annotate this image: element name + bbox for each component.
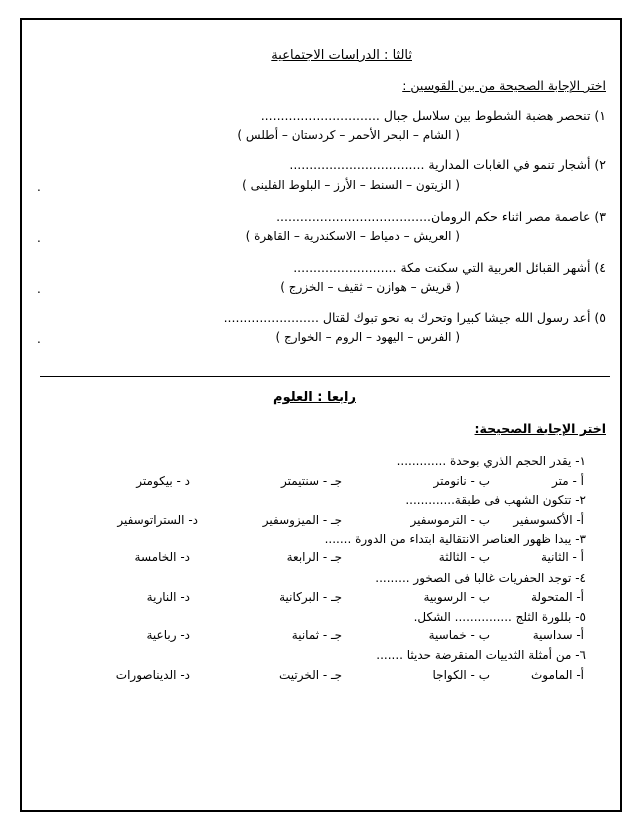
choice-c: جـ - ثمانية <box>291 628 342 642</box>
social-options-4: ( قريش – هوازن – ثقيف – الخزرج ) <box>280 280 460 294</box>
exam-page <box>20 18 622 812</box>
choice-b: ب - الرسوبية <box>423 590 490 604</box>
choice-a: أ- المتحولة <box>530 590 584 604</box>
choice-a: أ - متر <box>552 474 584 488</box>
social-question-1: ١) تنحصر هضبة الشطوط بين سلاسل جبال .............................. <box>260 108 606 123</box>
end-dot: . <box>37 332 41 346</box>
social-question-2: ٢) أشجار تنمو في الغابات المدارية .................................. <box>289 157 606 172</box>
choice-d: د- الخامسة <box>134 550 190 564</box>
science-instruction: اختر الإجابة الصحيحة: <box>474 421 606 436</box>
choice-a: أ- الأكسوسفير <box>513 513 584 527</box>
social-options-1: ( الشام – البحر الأحمر – كردستان – أطلس ) <box>237 128 460 142</box>
science-question-5: ٥- بللورة الثلج ............... الشكل. <box>413 610 586 624</box>
social-instruction: اختر الإجابة الصحيحة من بين القوسين : <box>402 78 606 93</box>
choice-b: ب - خماسية <box>428 628 490 642</box>
choice-c: جـ - الخرتيت <box>279 668 342 682</box>
science-section-title: رابعا : العلوم <box>273 390 356 405</box>
section-divider <box>40 376 610 377</box>
end-dot: . <box>37 231 41 245</box>
social-options-5: ( الفرس – اليهود – الروم – الخوارج ) <box>275 330 460 344</box>
social-options-3: ( العريش – دمياط – الاسكندرية – القاهرة ) <box>245 229 460 243</box>
choice-d: د- النارية <box>146 590 190 604</box>
choice-c: جـ - الميزوسفير <box>262 513 342 527</box>
social-question-5: ٥) أعد رسول الله جيشا كبيرا وتحرك به نحو تبوك لقتال ........................ <box>223 310 606 325</box>
choice-a: أ- الماموث <box>531 668 584 682</box>
choice-d: د- الستراتوسفير <box>117 513 198 527</box>
choice-c: جـ - سنتيمتر <box>281 474 342 488</box>
science-question-1: ١- يقدر الحجم الذري بوحدة ............. <box>396 454 586 468</box>
social-options-2: ( الزيتون – السنط – الأرز – البلوط الفلينى ) <box>242 178 460 192</box>
science-question-4: ٤- توجد الحفريات غالبا فى الصخور ......... <box>375 571 586 585</box>
social-question-3: ٣) عاصمة مصر اثناء حكم الرومان....................................... <box>276 209 606 224</box>
end-dot: . <box>37 282 41 296</box>
end-dot: . <box>37 180 41 194</box>
social-section-title: ثالثا : الدراسات الاجتماعية <box>271 48 412 63</box>
choice-a: أ- سداسية <box>532 628 584 642</box>
choice-c: جـ - البركانية <box>279 590 342 604</box>
social-question-4: ٤) أشهر القبائل العربية التي سكنت مكة .......................... <box>293 260 606 275</box>
choice-d: د- الديناصورات <box>115 668 190 682</box>
choice-c: جـ - الرابعة <box>286 550 342 564</box>
choice-b: ب - الترموسفير <box>410 513 490 527</box>
choice-b: ب - الثالثة <box>438 550 490 564</box>
choice-d: د - بيكومتر <box>136 474 190 488</box>
science-question-6: ٦- من أمثلة الثدييات المنقرضة حديثا ....... <box>376 648 586 662</box>
choice-a: أ - الثانية <box>541 550 584 564</box>
science-question-3: ٣- يبدا ظهور العناصر الانتقالية ابتداء من الدورة ....... <box>324 532 586 546</box>
choice-b: ب - نانومتر <box>433 474 490 488</box>
choice-d: د- رباعية <box>146 628 190 642</box>
choice-b: ب - الكواجا <box>432 668 490 682</box>
science-question-2: ٢- تتكون الشهب فى طبقة............. <box>405 493 586 507</box>
